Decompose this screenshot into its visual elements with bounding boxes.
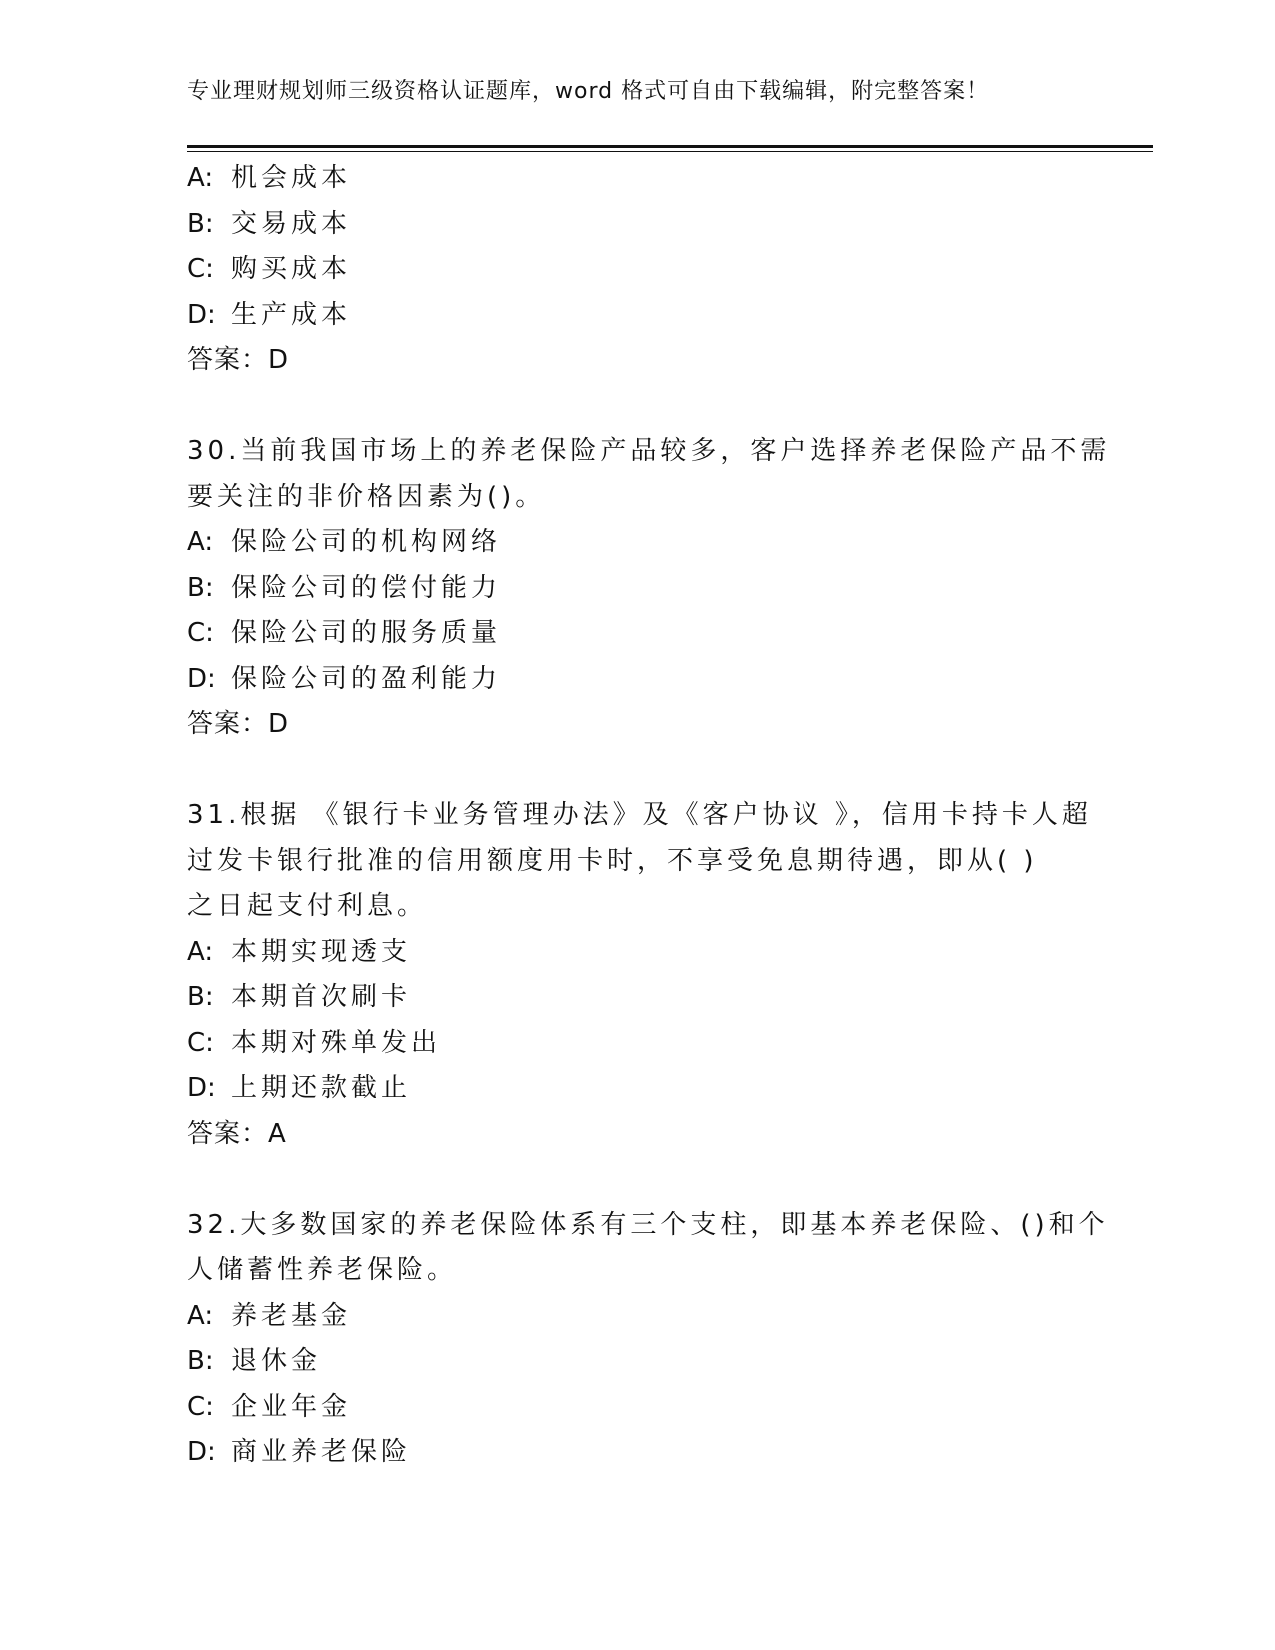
option-text: 交易成本 [231, 208, 352, 239]
question-block [187, 793, 1092, 1157]
option-text: 商业养老保险 [231, 1437, 412, 1467]
question-stem-line: 要关注的非价格因素为()。 [187, 481, 546, 512]
answer-option [187, 247, 1087, 293]
answer-option [187, 1066, 1087, 1112]
option-letter: D: [187, 299, 216, 330]
option-text: 本期对殊单发出 [231, 1027, 442, 1058]
answer-option [187, 566, 1087, 612]
answer-option [187, 1430, 1087, 1476]
answer-option [187, 293, 1087, 339]
option-text: 养老基金 [231, 1300, 352, 1331]
option-letter: D: [187, 1073, 216, 1103]
option-text: 退休金 [231, 1346, 322, 1376]
answer-key: 答案：D [187, 345, 290, 375]
option-text: 保险公司的偿付能力 [231, 572, 502, 603]
question-block [187, 156, 1087, 384]
block-spacer [187, 1157, 1087, 1203]
question-block [187, 429, 1111, 748]
question-stem-line: 30.当前我国市场上的养老保险产品较多，客户选择养老保险产品不需 [187, 436, 1111, 466]
answer-option [187, 611, 1087, 657]
answer-option [187, 156, 1087, 202]
option-letter: B: [187, 572, 214, 603]
option-letter: A: [187, 163, 214, 193]
option-text: 上期还款截止 [231, 1073, 412, 1103]
answer-option [187, 520, 1087, 566]
question-list [187, 156, 1111, 1476]
option-letter: B: [187, 982, 214, 1012]
answer-option [187, 930, 1087, 976]
option-text: 保险公司的机构网络 [231, 527, 502, 557]
question-stem-line: 人储蓄性养老保险。 [187, 1255, 458, 1285]
option-text: 保险公司的服务质量 [231, 618, 502, 648]
block-spacer [187, 384, 1087, 430]
page-header: 专业理财规划师三级资格认证题库，word 格式可自由下载编辑，附完整答案！ [187, 79, 990, 104]
question-stem-line: 过发卡银行批准的信用额度用卡时，不享受免息期待遇，即从( ) [187, 845, 1038, 876]
answer-option [187, 1339, 1087, 1385]
question-stem-line: 31.根据 《银行卡业务管理办法》及《客户协议 》，信用卡持卡人超 [187, 800, 1092, 830]
option-letter: C: [187, 1027, 214, 1058]
option-text: 企业年金 [231, 1391, 352, 1422]
option-letter: C: [187, 618, 214, 648]
option-text: 购买成本 [231, 254, 352, 284]
answer-option [187, 1021, 1087, 1067]
option-letter: B: [187, 1346, 214, 1376]
question-block [187, 1203, 1109, 1476]
option-text: 本期首次刷卡 [231, 982, 412, 1012]
question-stem-line: 之日起支付利息。 [187, 891, 428, 921]
option-letter: C: [187, 1391, 214, 1422]
answer-option [187, 1294, 1087, 1340]
answer-key: 答案：D [187, 709, 290, 739]
header-rule [187, 145, 1153, 148]
option-letter: D: [187, 663, 216, 694]
option-letter: A: [187, 527, 214, 557]
header-rule-thin [187, 151, 1153, 152]
option-text: 保险公司的盈利能力 [231, 663, 502, 694]
answer-option [187, 657, 1087, 703]
option-text: 生产成本 [231, 299, 352, 330]
answer-option [187, 1385, 1087, 1431]
answer-option [187, 202, 1087, 248]
question-stem-line: 32.大多数国家的养老保险体系有三个支柱，即基本养老保险、()和个 [187, 1209, 1109, 1240]
option-letter: A: [187, 936, 214, 967]
answer-key: 答案：A [187, 1118, 287, 1149]
option-letter: A: [187, 1300, 214, 1331]
block-spacer [187, 748, 1087, 794]
option-text: 本期实现透支 [231, 936, 412, 967]
option-text: 机会成本 [231, 163, 352, 193]
answer-option [187, 975, 1087, 1021]
option-letter: D: [187, 1437, 216, 1467]
option-letter: B: [187, 208, 214, 239]
option-letter: C: [187, 254, 214, 284]
